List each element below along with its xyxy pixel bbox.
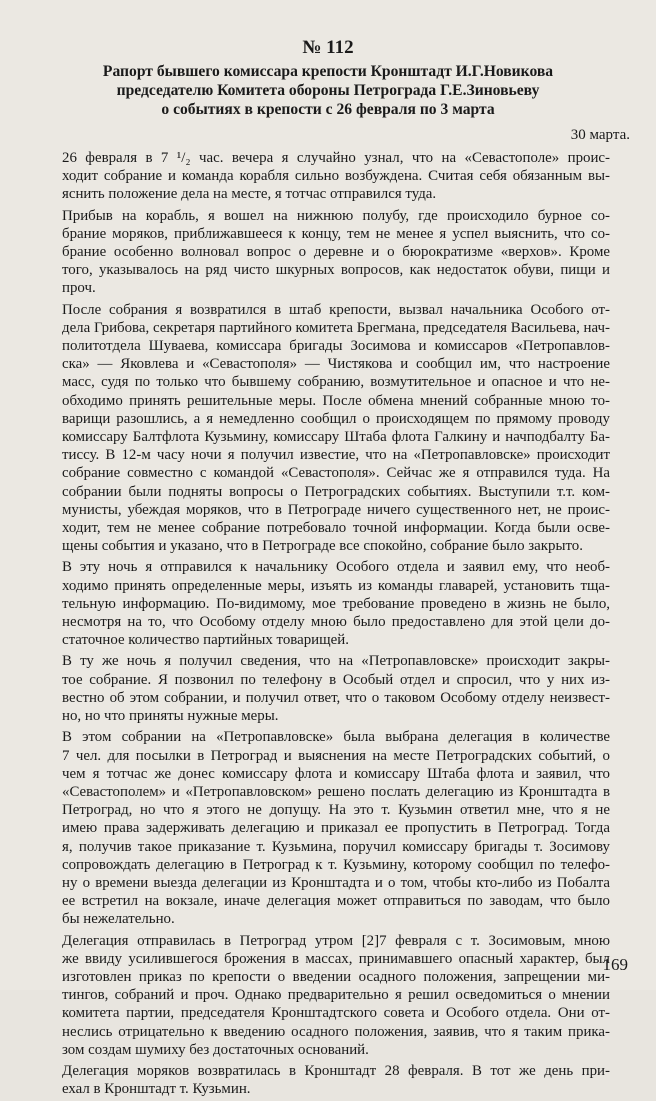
- paragraph-line: комиссару Балтфлота Кузьмину, комиссару Штаба флота Галкину и начподбалту Ба-: [62, 429, 610, 446]
- paragraph-line: ходит, тем не менее собрание потребовало точной информации. Когда были осве-: [62, 520, 610, 537]
- paragraph: [62, 149, 610, 204]
- paragraph-line: комитета партии, председателя Кронштадтского совета и Особого отдела. Они от-: [62, 1005, 610, 1022]
- paragraph-line: вестно об этом собрании, и получил ответ, что о таковом Особому отделу неизвест-: [62, 689, 610, 706]
- paragraph-line: 26 февраля в 7 ¹/₂ час. вечера я случайно узнал, что на «Севастополе» проис-: [62, 150, 610, 166]
- paragraph-line: В этом собрании на «Петропавловске» была выбрана делегация в количестве: [62, 729, 610, 746]
- paragraph-line: изготовлен приказ по крепости о введении осадного положения, запрещении ми-: [62, 968, 610, 985]
- paragraph-line: ска» — Яковлева и «Севастополя» — Чистякова и сообщил им, что настроение: [62, 356, 610, 373]
- paragraph-line: Прибыв на корабль, я вошел на нижнюю полубу, где происходило бурное со-: [62, 207, 610, 224]
- paragraph-line: несмотря на то, что Особому отделу мною было предоставлено для этой цели до-: [62, 614, 610, 631]
- paragraph-line: проч.: [62, 280, 96, 297]
- paragraph-line: ходимо принять определенные меры, изъять из команды главарей, установить тща-: [62, 577, 610, 594]
- paragraph-line: политотдела Шуваева, комиссара бригады Зосимова и комиссаров «Петропавлов-: [62, 338, 610, 355]
- paragraph-line: яснить положение дела на месте, я тотчас отправился туда.: [62, 186, 437, 203]
- document-number: № 112: [302, 37, 354, 58]
- paragraph-line: ну о времени выезда делегации из Кронштадта и о том, чтобы кто-либо из Побалта: [62, 874, 610, 891]
- document-header: [40, 36, 616, 119]
- paragraph-line: собрании были подняты вопросы о Петроградских событиях. Выступили т.т. ком-: [62, 483, 610, 500]
- paragraph-line: имею права задерживать делегацию и приказал ее пропустить в Петроград. Тогда: [62, 820, 610, 837]
- paragraph: [62, 728, 610, 928]
- paragraph-line: того, указывалось на ряд чисто шкурных вопросов, как недостаток обуви, пищи и: [62, 262, 610, 279]
- paragraph-line: ходит собрание и команда корабля сильно возбуждена. Считая себя обязанным вы-: [62, 168, 610, 185]
- paragraph-line: собрание совместно с командой «Севастополя». Сейчас же я отправился туда. На: [62, 465, 610, 482]
- document-title: [40, 62, 616, 119]
- paragraph-line: же ввиду усилившегося брожения в массах, принимавшего опасный характер, был: [62, 950, 610, 967]
- paragraph: [62, 1062, 610, 1098]
- paragraph-line: обходимо принять решительные меры. После обмена мнений собранные мною то-: [62, 392, 610, 409]
- paragraph: [62, 932, 610, 1059]
- paragraph-line: масс, судя по только что бывшему собранию, возмутительное и опасное и что не-: [62, 374, 610, 391]
- paragraph-line: В ту же ночь я получил сведения, что на «Петропавловске» происходит закры-: [62, 653, 610, 670]
- paragraph-line: брание моряков, приближавшееся к концу, тем не менее я успел выяснить, что со-: [62, 225, 610, 242]
- paragraph-line: статочное количество партийных товарищей.: [62, 632, 349, 649]
- paragraph-line: Делегация моряков возвратилась в Кронштадт 28 февраля. В тот же день при-: [62, 1062, 610, 1079]
- paragraph-line: Петроград, но что я этого не допущу. На это т. Кузьмин ответил мне, что я не: [62, 802, 610, 819]
- document-date: 30 марта.: [570, 127, 630, 143]
- paragraph-line: ехал в Кронштадт т. Кузьмин.: [62, 1081, 251, 1098]
- document-title-line: о событиях в крепости с 26 февраля по 3 марта: [161, 101, 495, 118]
- paragraph-line: тое собрание. Я позвонил по телефону в Особый отдел и спросил, что у них из-: [62, 671, 610, 688]
- paragraph: [62, 207, 610, 298]
- paragraph-line: неслись отрицательно к введению осадного положения, заявив, что я таким прика-: [62, 1023, 610, 1040]
- paragraph-line: сопровождать делегацию в Петроград к т. Кузьмину, которому сообщил по телефо-: [62, 856, 610, 873]
- paragraph-line: я, получив такое приказание т. Кузьмина, поручил комиссару бригады т. Зосимову: [62, 838, 610, 855]
- paragraph-line: Делегация отправилась в Петроград утром [2]7 февраля с т. Зосимовым, мною: [62, 932, 610, 949]
- paragraph-line: тельную информацию. По-видимому, мое требование проведено в жизнь не было,: [62, 595, 610, 612]
- paragraph-line: брание особенно волновал вопрос о деревне и о бюрократизме «верхов». Кроме: [62, 244, 610, 261]
- paragraph-line: мунисты, убеждая моряков, что в Петрограде ничего существенного нет, не проис-: [62, 501, 610, 518]
- paragraph-line: щены события и указано, что в Петрограде все спокойно, собрание было закрыто.: [62, 538, 583, 555]
- paragraph-line: тингов, собраний и проч. Однако предварительно я решил осведомиться о мнении: [62, 987, 610, 1004]
- paragraph-line: После собрания я возвратился в штаб крепости, вызвал начальника Особого от-: [62, 301, 610, 318]
- paragraph-line: чем я тотчас же донес комиссару флота и комиссару Штаба флота и заявил, что: [62, 765, 610, 782]
- paragraph-line: зом создам шумиху без достаточных оснований.: [62, 1041, 369, 1058]
- page-number: 169: [602, 955, 628, 974]
- paragraph-line: тиссу. В 12-м часу ночи я получил известие, что на «Петропавловске» происходит: [62, 447, 610, 464]
- paragraph-line: варищи разошлись, а я немедленно сообщил о происходящем по прямому проводу: [62, 410, 610, 427]
- paragraph-line: 7 чел. для посылки в Петроград и выяснения на месте Петроградских событий, о: [62, 747, 610, 764]
- paragraph: [62, 652, 610, 725]
- paragraph-line: ее встретил на вокзале, иначе делегация может отправиться по заводам, что было: [62, 893, 610, 910]
- paragraph: [62, 301, 610, 556]
- document-body: [62, 149, 610, 1101]
- paragraph-line: бы нежелательно.: [62, 911, 175, 928]
- document-title-line: Рапорт бывшего комиссара крепости Кронштадт И.Г.Новикова: [102, 63, 554, 80]
- paragraph-line: дела Грибова, секретаря партийного комитета Брегмана, председателя Васильева, нач-: [62, 319, 610, 336]
- paragraph: [62, 558, 610, 649]
- paragraph-line: «Севастополем» и «Петропавловском» решено послать делегацию из Кронштадта в: [62, 783, 610, 800]
- paragraph-line: В эту ночь я отправился к начальнику Особого отдела и заявил ему, что необ-: [62, 559, 610, 576]
- paragraph-line: но, но что приняты нужные меры.: [62, 708, 279, 725]
- document-title-line: председателю Комитета обороны Петрограда Г.Е.Зиновьеву: [116, 82, 540, 99]
